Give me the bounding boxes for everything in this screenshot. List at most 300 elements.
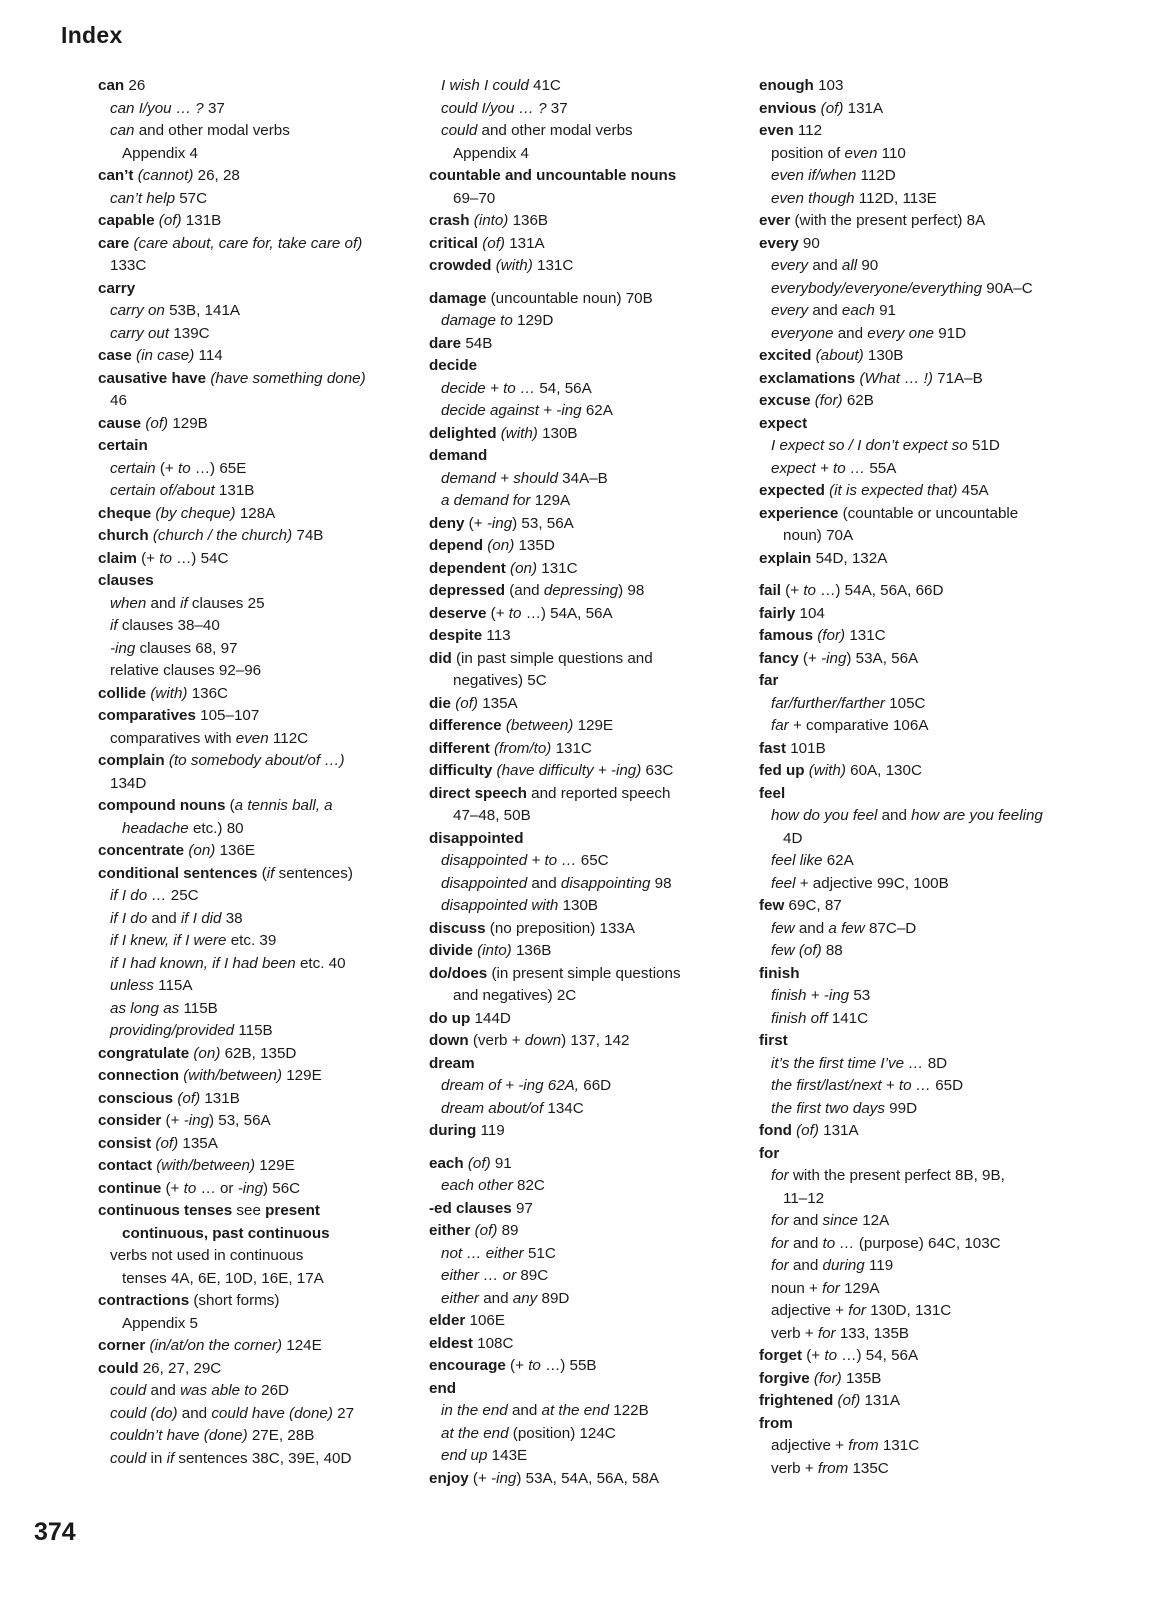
example-text: (have something done) [210, 369, 366, 387]
example-text: at the end [441, 1424, 509, 1442]
headword: despite [429, 627, 483, 644]
example-text: -ing [491, 1469, 517, 1487]
index-entry [429, 1220, 739, 1243]
entry-text: and [507, 1402, 542, 1419]
entry-text: ( [257, 864, 267, 882]
index-subentry [429, 850, 739, 873]
example-text: damage to [441, 312, 513, 329]
entry-text: ) 53A, 56A [846, 649, 919, 667]
index-entry [759, 233, 1089, 256]
index-subentry [98, 615, 398, 638]
headword: do/does [429, 964, 488, 982]
headword: contact [98, 1157, 153, 1174]
headword: decide [429, 357, 478, 374]
index-entry [98, 1065, 398, 1088]
index-entry [759, 1030, 1089, 1053]
headword: forgive [759, 1369, 810, 1387]
entry-text: 91 [490, 1154, 512, 1172]
headword: difficulty [429, 762, 493, 779]
entry-text: and other modal verbs [477, 122, 633, 139]
headword: continuous, past continuous [122, 1224, 330, 1242]
entry-text: 136B [508, 212, 549, 229]
entry-text: (+ [155, 459, 178, 477]
index-entry [429, 693, 739, 716]
index-entry [98, 1043, 398, 1066]
entry-text: relative clauses 92–96 [110, 662, 262, 679]
index-entry [98, 233, 398, 256]
headword: explain [759, 549, 812, 567]
entry-text: and [479, 1289, 513, 1307]
example-text: finish off [771, 1009, 828, 1027]
headword: enough [759, 77, 814, 94]
headword: elder [429, 1312, 466, 1329]
entry-text: Appendix 4 [453, 144, 529, 162]
entry-text: 105–107 [195, 707, 260, 724]
example-text: (into) [473, 212, 509, 229]
entry-text: clauses 38–40 [117, 617, 220, 634]
entry-text: 129A [530, 492, 571, 509]
index-subentry [759, 1458, 1089, 1481]
index-subentry [429, 143, 739, 166]
index-subentry [429, 670, 739, 693]
entry-text: comparatives with [110, 729, 236, 747]
index-subentry [759, 323, 1089, 346]
example-text: can [110, 122, 135, 139]
entry-text: 135D [514, 537, 555, 554]
headword: demand [429, 447, 488, 464]
example-text: to [508, 604, 522, 622]
entry-text: 66D [579, 1077, 612, 1094]
entry-text: 114 [194, 347, 223, 364]
example-text: (between) [505, 717, 574, 734]
headword: can [98, 77, 125, 94]
index-entry [759, 368, 1089, 391]
entry-text: 115B [234, 1022, 273, 1039]
example-text: (for) [814, 392, 843, 409]
entry-text: (with the present perfect) 8A [790, 212, 986, 229]
entry-text: tenses 4A, 6E, 10D, 16E, 17A [122, 1269, 324, 1287]
entry-text: 119 [864, 1257, 894, 1274]
headword: first [759, 1032, 788, 1049]
index-subentry [98, 1020, 398, 1043]
entry-text: 129D [512, 312, 554, 329]
example-text: a few [828, 919, 865, 937]
example-text: end up [441, 1447, 488, 1464]
headword: clauses [98, 572, 154, 589]
headword: did [429, 649, 452, 667]
example-text: either … or [441, 1267, 517, 1284]
index-entry [429, 1120, 739, 1143]
index-entry [759, 963, 1089, 986]
index-subentry [429, 1243, 739, 1266]
entry-text: and [788, 1234, 823, 1252]
entry-text: 119 [476, 1122, 505, 1139]
example-text: (with) [500, 424, 538, 442]
headword: ever [759, 212, 791, 229]
index-entry [98, 1155, 398, 1178]
index-subentry [759, 165, 1089, 188]
example-text: (of) [145, 414, 169, 432]
index-subentry [429, 1265, 739, 1288]
index-subentry [759, 278, 1089, 301]
example-text: demand + should [441, 469, 558, 487]
entry-text: 90A–C [982, 279, 1033, 297]
entry-text: 26, 28 [193, 167, 240, 184]
entry-text: (+ [161, 1112, 184, 1129]
entry-text: 62A [822, 852, 854, 869]
entry-text: (+ [161, 1179, 184, 1197]
headword: frightened [759, 1392, 834, 1409]
index-entry [759, 75, 1089, 98]
index-entry [98, 683, 398, 706]
index-entry [759, 603, 1089, 626]
index-entry [429, 233, 739, 256]
index-entry [429, 1198, 739, 1221]
index-subentry [98, 1448, 398, 1471]
entry-text: 25C [166, 887, 199, 904]
index-entry [98, 750, 398, 773]
example-text: (care about, care for, take care of) [133, 234, 363, 252]
index-subentry [98, 1403, 398, 1426]
entry-text: 131C [551, 739, 592, 757]
entry-text: 60A, 130C [845, 762, 922, 779]
index-entry [759, 783, 1089, 806]
entry-text: 90 [857, 257, 879, 274]
entry-text: 112D [856, 167, 896, 184]
headword: conscious [98, 1089, 174, 1107]
headword: damage [429, 289, 487, 307]
headword: carry [98, 279, 136, 297]
headword: depend [429, 537, 484, 554]
headword: dare [429, 334, 462, 352]
example-text: was able to [180, 1382, 257, 1399]
headword: fond [759, 1122, 792, 1139]
entry-text: adjective + [771, 1437, 849, 1454]
entry-text: (+ [780, 582, 804, 599]
index-subentry [98, 120, 398, 143]
example-text: (from/to) [493, 739, 552, 757]
example-text: unless [110, 977, 154, 994]
index-subentry [98, 1245, 398, 1268]
example-text: disappointing [560, 874, 651, 892]
index-entry [429, 558, 739, 581]
example-text: to [528, 1357, 541, 1374]
entry-text: 51D [967, 437, 1000, 454]
index-subentry [759, 458, 1089, 481]
example-text: (of) [837, 1392, 861, 1409]
example-text: could [441, 122, 478, 139]
entry-text: 130B [537, 424, 578, 442]
example-text: at the end [541, 1402, 610, 1419]
headword: direct speech [429, 784, 527, 802]
index-subentry [429, 75, 739, 98]
index-entry [98, 1335, 398, 1358]
headword: expected [759, 482, 825, 499]
entry-text: and [794, 919, 829, 937]
headword: delighted [429, 424, 497, 442]
entry-text: 57C [175, 189, 208, 207]
example-text: if [180, 594, 188, 612]
example-text: to [177, 459, 191, 477]
entry-text: 71A–B [932, 369, 983, 387]
entry-text: (purpose) 64C, 103C [854, 1234, 1001, 1252]
example-text: could I/you … ? [441, 99, 547, 117]
entry-text: (in present simple questions [487, 964, 681, 982]
example-text: everyone [771, 324, 834, 342]
index-subentry [429, 895, 739, 918]
index-subentry [98, 728, 398, 751]
example-text: as long as [110, 999, 180, 1017]
example-text: far/further/farther [771, 694, 885, 712]
entry-text: 74B [292, 527, 324, 544]
example-text: (on) [487, 537, 515, 554]
entry-text: 106E [465, 1312, 506, 1329]
headword: few [759, 897, 785, 914]
headword: finish [759, 964, 800, 982]
entry-text: in [146, 1449, 167, 1467]
example-text: (in/at/on the corner) [149, 1337, 283, 1354]
index-entry [98, 503, 398, 526]
entry-text: ) 53, 56A [512, 514, 574, 532]
example-text: (of) [474, 1222, 498, 1239]
index-entry [429, 513, 739, 536]
index-entry [759, 670, 1089, 693]
headword: contractions [98, 1292, 190, 1309]
entry-text: 136E [215, 842, 256, 859]
index-subentry [759, 1008, 1089, 1031]
entry-text: ) 98 [618, 582, 645, 599]
index-entry [429, 1008, 739, 1031]
headword: cause [98, 414, 142, 432]
entry-text: 131B [181, 212, 222, 229]
example-text: (it is expected that) [829, 482, 958, 499]
entry-text: verb + [771, 1459, 818, 1477]
example-text: from [848, 1437, 879, 1454]
entry-text: 131C [532, 257, 574, 274]
example-text: each other [441, 1177, 513, 1194]
example-text: if [266, 864, 275, 882]
entry-text: 69C, 87 [784, 897, 842, 914]
index-entry [429, 940, 739, 963]
entry-text: 65C [576, 852, 609, 869]
index-entry [429, 445, 739, 468]
entry-text: (in past simple questions and [451, 649, 653, 667]
entry-text: (+ [802, 1347, 825, 1364]
index-entry [429, 963, 739, 986]
index-subentry [98, 773, 398, 796]
example-text: to … [822, 1234, 855, 1252]
entry-text: ( [225, 797, 235, 814]
entry-text: (verb + [468, 1032, 525, 1049]
index-entry [759, 503, 1089, 526]
headword: famous [759, 627, 814, 644]
index-entry [759, 1345, 1089, 1368]
entry-text: 112D, 113E [854, 189, 937, 207]
headword: crowded [429, 257, 492, 274]
example-text: in the end [441, 1402, 508, 1419]
example-text: -ing [237, 1179, 264, 1197]
example-text: since [822, 1212, 858, 1229]
index-subentry [429, 805, 739, 828]
index-entry [429, 255, 739, 278]
entry-text: (position) 124C [508, 1424, 616, 1442]
headword: excuse [759, 392, 811, 409]
entry-text: 91 [874, 302, 896, 319]
example-text: dream of + -ing 62A, [441, 1077, 580, 1094]
entry-text: 131A [504, 234, 545, 252]
entry-text: negatives) 5C [453, 672, 547, 689]
index-entry [429, 165, 739, 188]
index-subentry [429, 120, 739, 143]
entry-text: 115A [153, 977, 193, 994]
index-entry [759, 1368, 1089, 1391]
example-text: it’s the first time I’ve … [771, 1054, 924, 1072]
entry-text: 103 [813, 77, 844, 94]
headword: down [429, 1032, 469, 1049]
entry-text: 89 [497, 1222, 519, 1239]
entry-text: and [877, 807, 912, 824]
entry-text: 63C [641, 762, 674, 779]
headword: envious [759, 99, 817, 117]
index-subentry [759, 300, 1089, 323]
index-entry [759, 648, 1089, 671]
entry-text: (+ [486, 604, 509, 622]
headword: comparatives [98, 707, 196, 724]
index-entry [98, 863, 398, 886]
entry-text: 141C [827, 1009, 869, 1027]
entry-text: 41C [528, 77, 561, 94]
index-subentry [98, 593, 398, 616]
entry-text: ) 53, 56A [209, 1112, 271, 1129]
headword: difference [429, 717, 502, 734]
headword: divide [429, 942, 473, 959]
page-number: 374 [34, 1518, 76, 1546]
index-entry [429, 828, 739, 851]
index-entry [429, 1053, 739, 1076]
example-text: down [524, 1032, 562, 1049]
index-entry [429, 738, 739, 761]
index-subentry [429, 1423, 739, 1446]
entry-text: and [808, 302, 842, 319]
index-entry [759, 98, 1089, 121]
example-text: few (of) [771, 942, 822, 959]
entry-text: 45A [957, 482, 989, 499]
index-entry [98, 413, 398, 436]
index-subentry [759, 940, 1089, 963]
entry-text: 134C [543, 1099, 584, 1117]
headword: far [759, 672, 779, 689]
index-subentry [98, 323, 398, 346]
index-entry [759, 390, 1089, 413]
entry-text: 54B [461, 334, 493, 352]
example-text: could have (done) [211, 1404, 333, 1422]
headword: care [98, 234, 130, 252]
index-subentry [759, 188, 1089, 211]
headword: consist [98, 1134, 152, 1152]
index-entry [429, 918, 739, 941]
headword: present [265, 1202, 320, 1219]
index-subentry [759, 1053, 1089, 1076]
entry-text: 62B, 135D [220, 1044, 297, 1062]
headword: forget [759, 1347, 803, 1364]
index-entry [98, 795, 398, 818]
index-entry [98, 548, 398, 571]
entry-text: (uncountable noun) 70B [486, 289, 653, 307]
index-entry [759, 580, 1089, 603]
index-entry [98, 435, 398, 458]
example-text: finish + -ing [771, 987, 850, 1004]
example-text: (of) [796, 1122, 819, 1139]
example-text: dream about/of [441, 1099, 544, 1117]
example-text: (to somebody about/of …) [168, 752, 345, 769]
example-text: any [512, 1289, 538, 1307]
example-text: could [110, 1382, 147, 1399]
index-subentry [429, 1098, 739, 1121]
headword: end [429, 1379, 457, 1397]
entry-text: with the present perfect 8B, 9B, [788, 1167, 1005, 1184]
index-subentry [98, 1425, 398, 1448]
example-text: (of) [467, 1154, 491, 1172]
index-subentry [759, 435, 1089, 458]
entry-text: noun) 70A [783, 527, 854, 544]
entry-text: ) 56C [263, 1179, 301, 1197]
entry-text: and reported speech [526, 784, 671, 802]
entry-text: 130B [558, 897, 599, 914]
example-text: to [803, 582, 816, 599]
entry-text: 130B [863, 347, 904, 364]
entry-text: 47–48, 50B [453, 807, 531, 824]
index-subentry [759, 693, 1089, 716]
example-text: every one [867, 324, 934, 342]
headword: connection [98, 1067, 180, 1084]
entry-text: (short forms) [189, 1292, 280, 1309]
index-entry [429, 355, 739, 378]
entry-text: (+ [798, 649, 822, 667]
index-subentry [429, 400, 739, 423]
example-text: a demand for [441, 492, 531, 509]
example-text: even though [771, 189, 855, 207]
entry-text: verbs not used in continuous [110, 1247, 304, 1264]
entry-text: 53 [849, 987, 871, 1004]
entry-text: 129E [282, 1067, 322, 1084]
example-text: I wish I could [441, 77, 529, 94]
entry-text: and [146, 1382, 181, 1399]
headword: compound nouns [98, 797, 226, 814]
entry-text: …) 55B [540, 1357, 597, 1374]
page-title: Index [61, 22, 123, 48]
example-text: for [771, 1234, 789, 1252]
entry-text: 99D [884, 1099, 918, 1117]
headword: complain [98, 752, 165, 769]
index-entry [98, 1133, 398, 1156]
index-entry [98, 570, 398, 593]
example-text: if I knew, if I were [110, 932, 227, 949]
index-subentry [98, 143, 398, 166]
entry-text: position of [771, 144, 845, 162]
example-text: (on) [193, 1044, 221, 1062]
entry-text: 112C [268, 729, 309, 747]
index-subentry [98, 953, 398, 976]
entry-text: 131C [878, 1437, 920, 1454]
headword: congratulate [98, 1044, 190, 1062]
headword: cheque [98, 504, 152, 522]
example-text: (of) [155, 1134, 179, 1152]
entry-text: 129B [168, 414, 208, 432]
example-text: (church / the church) [152, 527, 293, 544]
entry-text: etc.) 80 [188, 819, 244, 837]
index-entry [759, 1390, 1089, 1413]
index-subentry [759, 1323, 1089, 1346]
